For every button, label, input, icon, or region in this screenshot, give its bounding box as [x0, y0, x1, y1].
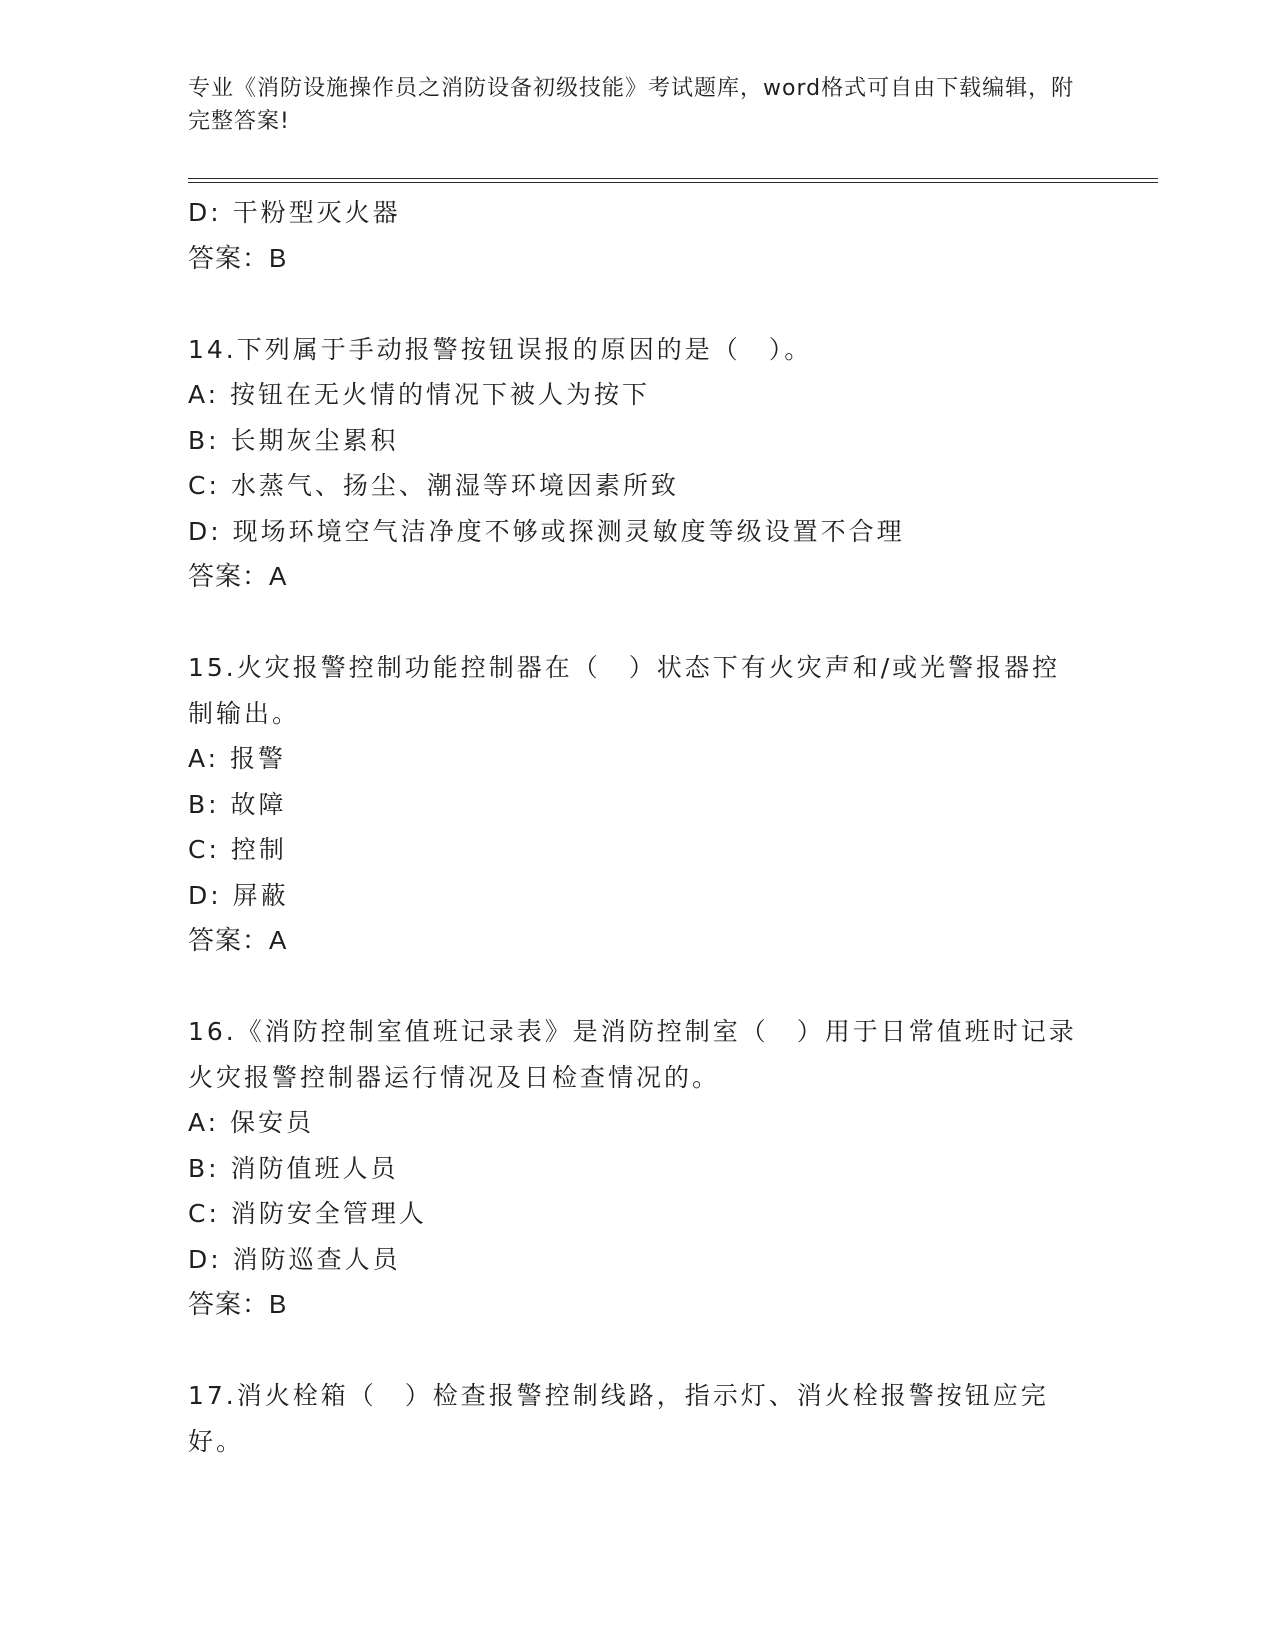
document-header: 专业《消防设施操作员之消防设备初级技能》考试题库，word格式可自由下载编辑，附完整答案!: [188, 76, 1075, 134]
option-a: A: 保安员: [188, 1108, 315, 1137]
answer-line: 答案：A: [188, 561, 288, 591]
question-16: [188, 1009, 1088, 1328]
option-d: D: 消防巡查人员: [188, 1244, 401, 1274]
answer-line: 答案：A: [188, 925, 288, 955]
option-b: B: 长期灰尘累积: [188, 425, 399, 455]
option-a: A: 按钮在无火情的情况下被人为按下: [188, 380, 651, 409]
option-b: B: 消防值班人员: [188, 1153, 399, 1183]
option-d: D: 现场环境空气洁净度不够或探测灵敏度等级设置不合理: [188, 516, 905, 546]
question-15: [188, 645, 1088, 964]
answer-line: 答案：B: [188, 1289, 288, 1319]
question-content: [188, 190, 1088, 1464]
question-stem: 14.下列属于手动报警按钮误报的原因的是（ ）。: [188, 334, 813, 364]
question-stem: 15.火灾报警控制功能控制器在（ ）状态下有火灾声和/或光警报器控制输出。: [188, 653, 1061, 728]
option-a: A: 报警: [188, 744, 287, 773]
header-divider-top: [188, 178, 1158, 179]
question-stem: 16.《消防控制室值班记录表》是消防控制室（ ）用于日常值班时记录火灾报警控制器运行情况及日检查情况的。: [188, 1017, 1077, 1092]
option-c: C: 水蒸气、扬尘、潮湿等环境因素所致: [188, 471, 679, 500]
option-c: C: 控制: [188, 835, 287, 864]
option-b: B: 故障: [188, 789, 287, 819]
option-d: D: 屏蔽: [188, 880, 289, 910]
answer-line: 答案：B: [188, 242, 288, 273]
spacer: [188, 964, 1088, 1010]
question-14: [188, 327, 1088, 600]
header-divider-bottom: [188, 182, 1158, 183]
spacer: [188, 1328, 1088, 1374]
question-stem: 17.消火栓箱（ ）检查报警控制线路，指示灯、消火栓报警按钮应完好。: [188, 1381, 1049, 1456]
option-d: D: 干粉型灭火器: [188, 198, 401, 227]
option-c: C: 消防安全管理人: [188, 1199, 427, 1228]
question-17: [188, 1373, 1088, 1464]
spacer: [188, 600, 1088, 646]
spacer: [188, 281, 1088, 327]
